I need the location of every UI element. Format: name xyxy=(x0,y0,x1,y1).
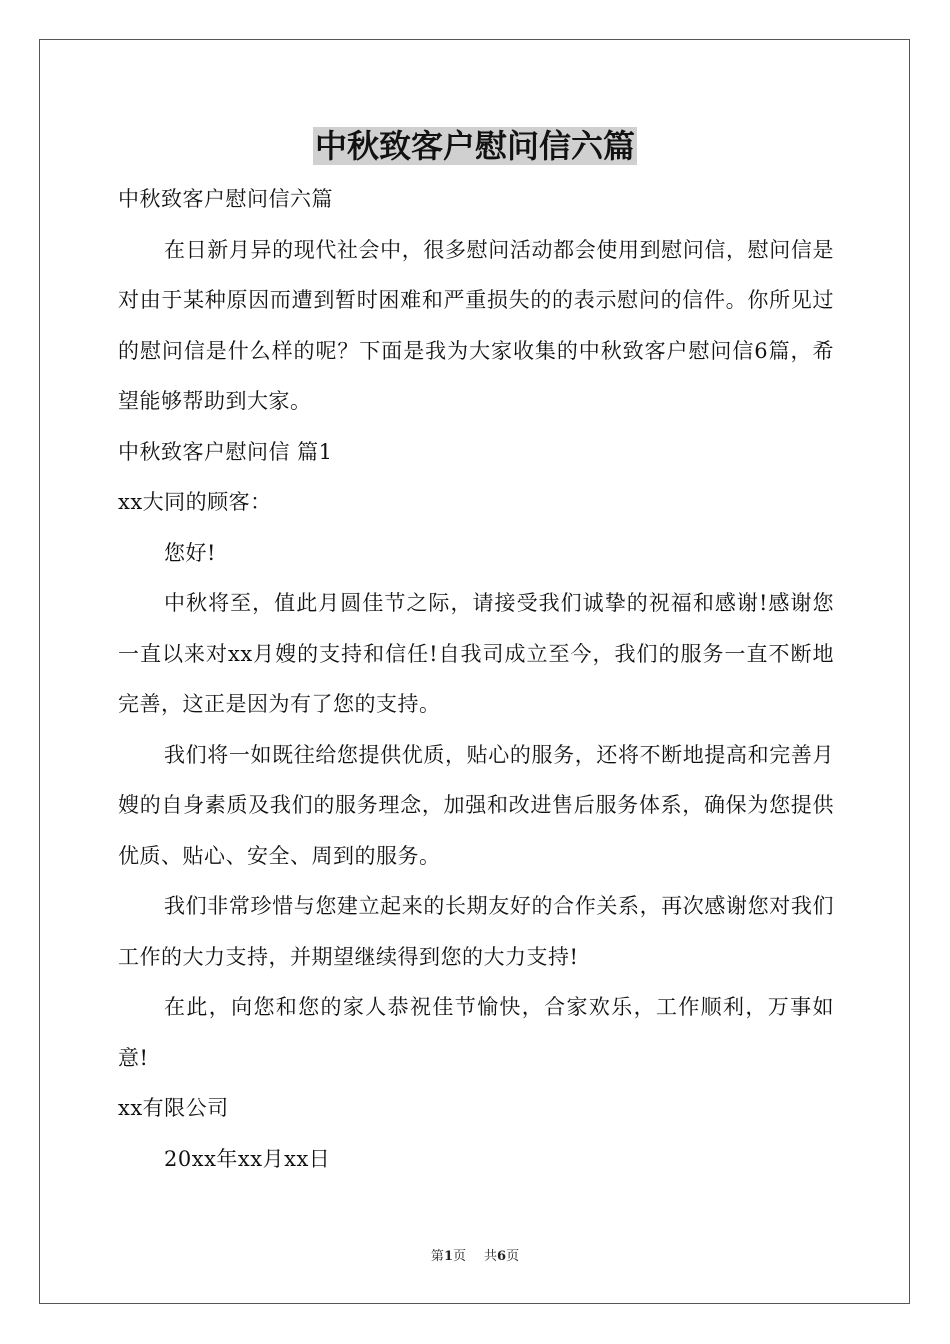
footer-total-suffix: 页 xyxy=(506,1249,520,1264)
footer-total-prefix: 共 xyxy=(484,1249,498,1264)
body-paragraph: 在日新月异的现代社会中，很多慰问活动都会使用到慰问信，慰问信是对由于某种原因而遭到暂时困难和严重损失的的表示慰问的信件。你所见过的慰问信是什么样的呢？下面是我为大家收集的中秋致客户慰问信6篇，希望能够帮助到大家。 xyxy=(118,237,834,413)
body-paragraph: xx大同的顾客： xyxy=(118,490,272,514)
document-body xyxy=(118,174,834,1184)
body-paragraph: 中秋致客户慰问信六篇 xyxy=(118,187,333,211)
body-paragraph: 中秋将至，值此月圆佳节之际，请接受我们诚挚的祝福和感谢!感谢您一直以来对xx月嫂的支持和信任!自我司成立至今，我们的服务一直不断地完善，这正是因为有了您的支持。 xyxy=(118,591,834,716)
body-paragraph: 20xx年xx月xx日 xyxy=(164,1146,331,1171)
document-title xyxy=(0,124,950,168)
document-title-text: 中秋致客户慰问信六篇 xyxy=(314,127,635,165)
footer-page-total: 6 xyxy=(497,1249,507,1264)
body-paragraph: 您好! xyxy=(164,540,216,565)
footer-page-current: 1 xyxy=(443,1249,453,1264)
body-paragraph: 在此，向您和您的家人恭祝佳节愉快，合家欢乐，工作顺利，万事如意! xyxy=(118,995,834,1070)
footer-page-prefix: 第 xyxy=(430,1249,444,1264)
footer-page-suffix: 页 xyxy=(452,1249,466,1264)
body-paragraph: 我们非常珍惜与您建立起来的长期友好的合作关系，再次感谢您对我们工作的大力支持，并期望继续得到您的大力支持! xyxy=(118,894,834,969)
body-paragraph: xx有限公司 xyxy=(118,1096,229,1120)
body-paragraph: 中秋致客户慰问信 篇1 xyxy=(118,439,333,464)
page-footer xyxy=(0,1248,950,1266)
body-paragraph: 我们将一如既往给您提供优质，贴心的服务，还将不断地提高和完善月嫂的自身素质及我们的服务理念，加强和改进售后服务体系，确保为您提供优质、贴心、安全、周到的服务。 xyxy=(118,742,834,868)
